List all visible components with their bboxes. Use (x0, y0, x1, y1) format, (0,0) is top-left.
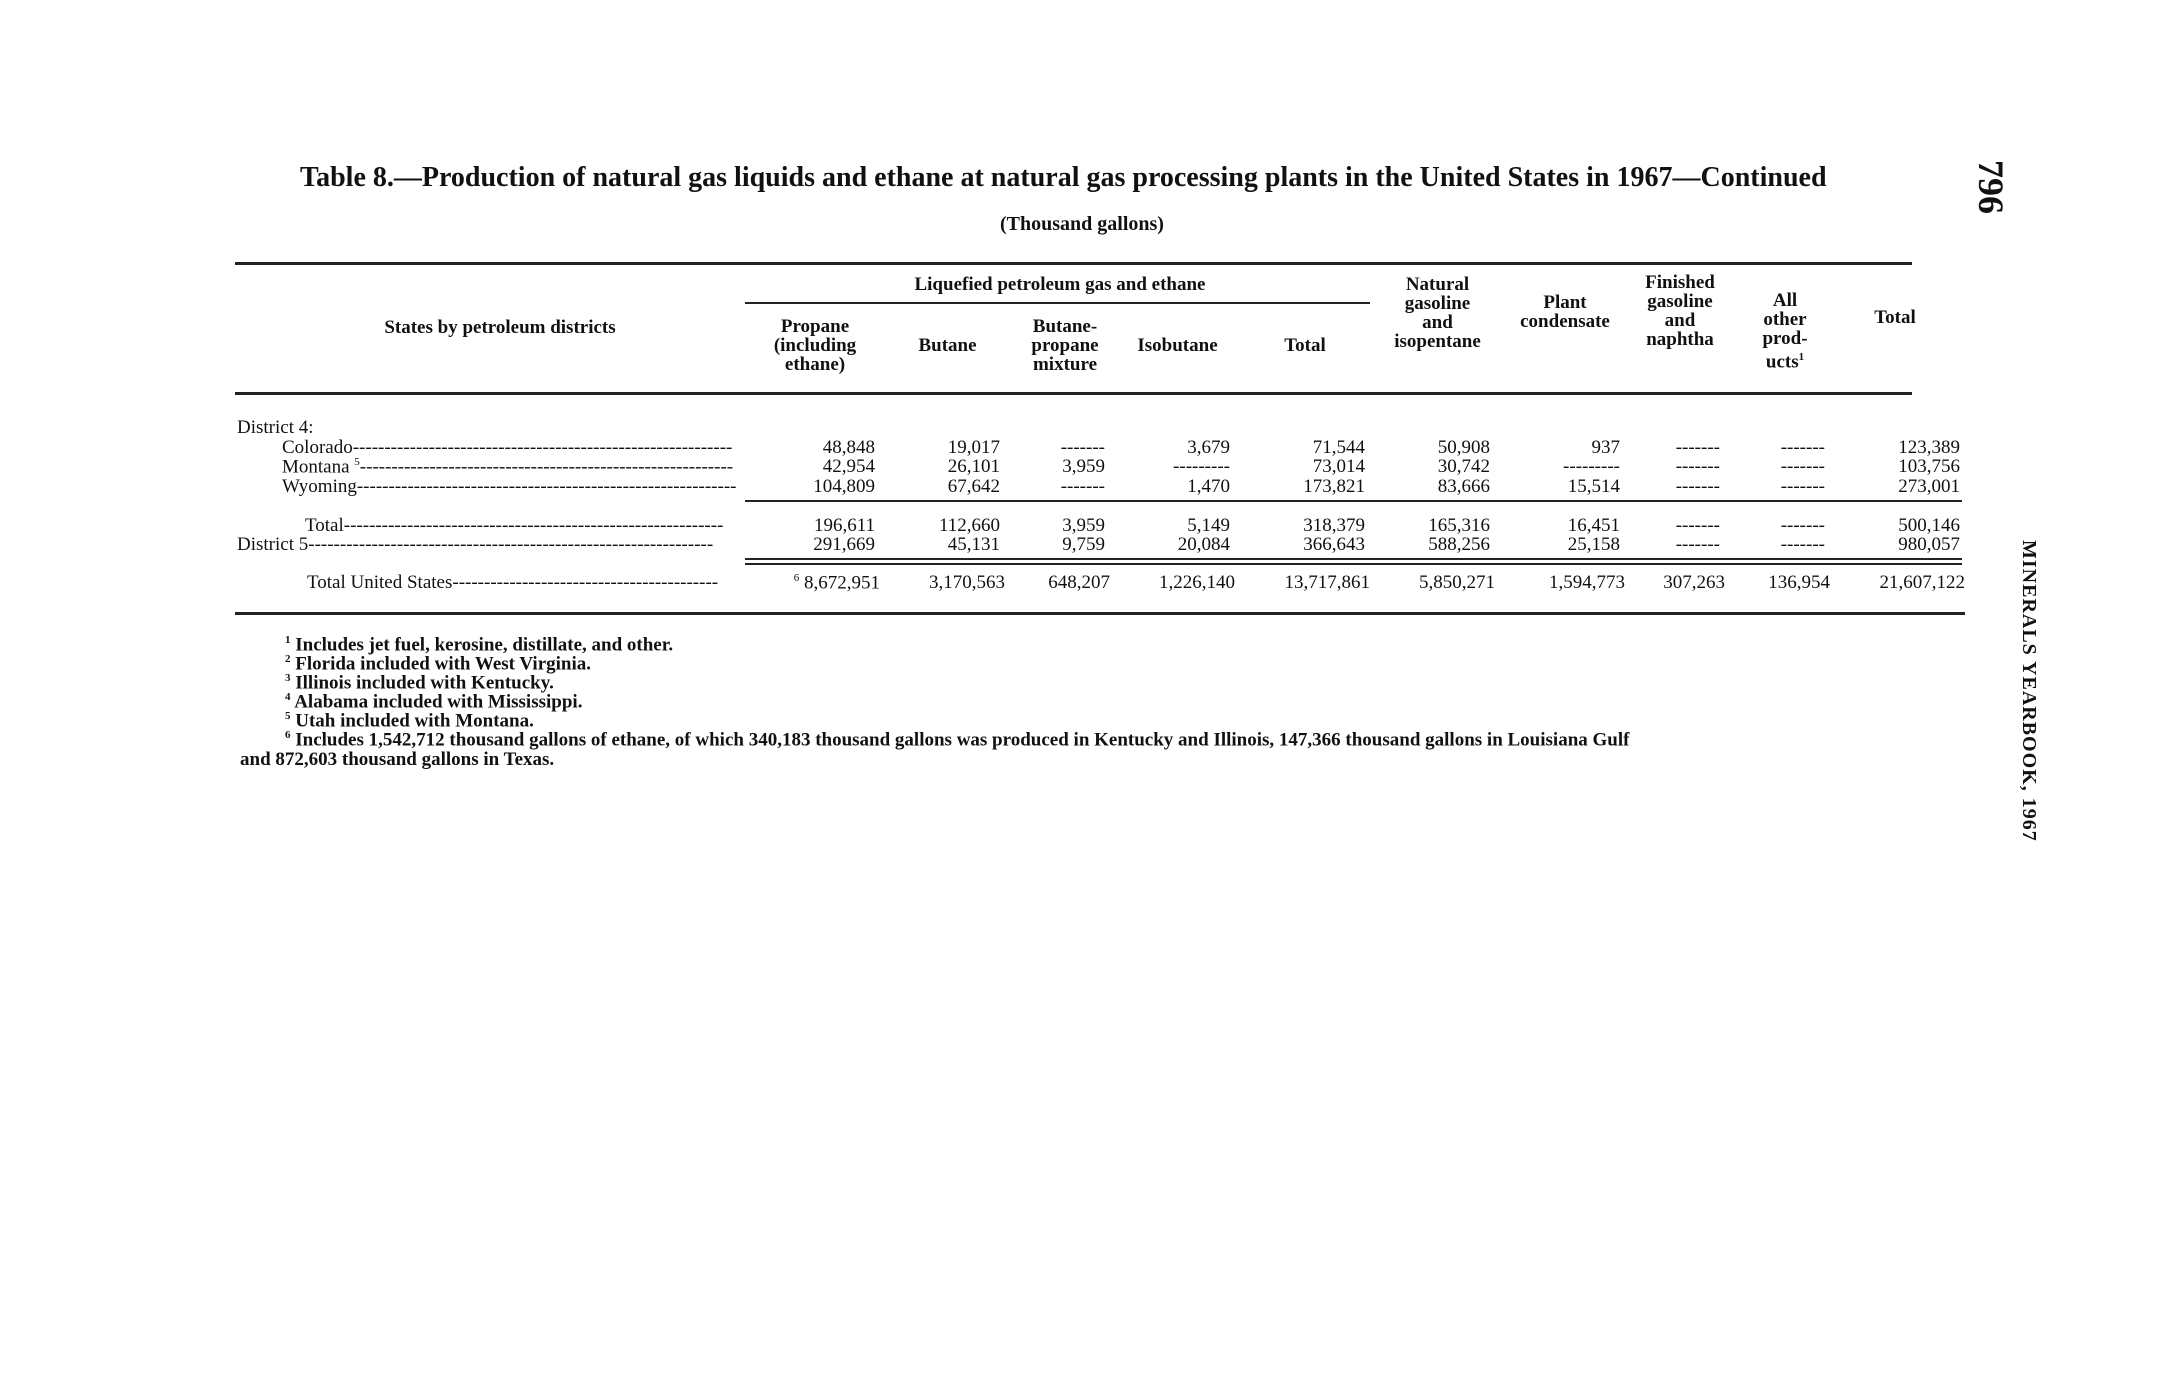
cell-wyoming-total: 273,001 (1898, 476, 1960, 497)
cell-district5-butane-propane: 9,759 (1062, 534, 1105, 555)
cell-total-butane: 112,660 (938, 515, 1000, 536)
cell-us-finished-gasoline: 307,263 (1663, 572, 1725, 593)
row-label-text: Colorado (282, 437, 353, 458)
cell-district5-all-other: ------- (1780, 534, 1825, 555)
cell-montana-plant-condensate: --------- (1563, 456, 1620, 477)
cell-wyoming-natural-gasoline: 83,666 (1437, 476, 1490, 497)
stub-header: States by petroleum districts (384, 317, 616, 338)
cell-montana-lpg-total: 73,014 (1312, 456, 1365, 477)
cell-montana-natural-gasoline: 30,742 (1437, 456, 1490, 477)
cell-montana-butane-propane: 3,959 (1062, 456, 1105, 477)
row-label-montana: Montana $^5$----------------------------------------------------------- (282, 456, 734, 478)
cell-us-propane (755, 572, 880, 594)
footnote-text: Illinois included with Kentucky. (295, 672, 554, 694)
row-label-total-united-states: Total United States------------------------------------------ (307, 572, 719, 593)
section-label-district-4: District 4: (237, 417, 314, 438)
cell-us-plant-condensate: 1,594,773 (1549, 572, 1625, 593)
cell-wyoming-all-other: ------- (1780, 476, 1825, 497)
footnote-mark: 4 (285, 691, 291, 703)
footnote-text: Florida included with West Virginia. (295, 653, 592, 675)
cell-us-isobutane: 1,226,140 (1159, 572, 1235, 593)
cell-us-natural-gasoline: 5,850,271 (1419, 572, 1495, 593)
cell-colorado-plant-condensate: 937 (1591, 437, 1620, 458)
cell-total-lpg-total: 318,379 (1303, 515, 1365, 536)
cell-wyoming-plant-condensate: 15,514 (1567, 476, 1620, 497)
footnote-text: Utah included with Montana. (295, 710, 534, 732)
cell-us-propane-value: 8,672,951 (804, 572, 880, 594)
group-header: Liquefied petroleum gas and ethane (914, 274, 1206, 295)
top-rule (235, 262, 1912, 265)
col-header-butane-propane: Butane- propane mixture (1031, 316, 1099, 375)
row-label-text: Montana (282, 456, 350, 478)
cell-us-total: 21,607,122 (1879, 572, 1965, 593)
col-header-all-other-text: All other prod- ucts (1762, 290, 1808, 373)
cell-district5-butane: 45,131 (947, 534, 1000, 555)
cell-us-propane-marker: 6 (793, 572, 800, 584)
col-header-all-other (1735, 291, 1835, 371)
cell-district5-finished-gasoline: ------- (1675, 534, 1720, 555)
cell-district5-total: 980,057 (1898, 534, 1960, 555)
footnote-text: Includes jet fuel, kerosine, distillate, and other. (295, 634, 674, 656)
cell-colorado-butane-propane: ------- (1060, 437, 1105, 458)
cell-montana-butane: 26,101 (947, 456, 1000, 477)
cell-total-propane: 196,611 (813, 515, 875, 536)
group-underline (745, 302, 1370, 304)
footnote-6 (285, 729, 1629, 751)
row-label-text: District 5 (237, 534, 309, 555)
cell-us-butane: 3,170,563 (929, 572, 1005, 593)
cell-total-isobutane: 5,149 (1187, 515, 1230, 536)
row-label-text: Total (305, 515, 344, 536)
footnote-mark: 1 (285, 634, 291, 646)
col-header-plant-condensate: Plant condensate (1520, 292, 1610, 332)
header-bottom-rule (235, 392, 1912, 395)
cell-wyoming-finished-gasoline: ------- (1675, 476, 1720, 497)
row-label-total: Total------------------------------------------------------------ (305, 515, 724, 536)
col-header-finished-gasoline: Finished gasoline and naphtha (1645, 272, 1715, 350)
cell-total-natural-gasoline: 165,316 (1428, 515, 1490, 536)
subtotal-rule (745, 500, 1962, 502)
cell-total-plant-condensate: 16,451 (1567, 515, 1620, 536)
table-bottom-rule (235, 612, 1965, 615)
footnote-mark: 5 (285, 710, 291, 722)
footnote-mark: 2 (285, 653, 291, 665)
cell-district5-natural-gasoline: 588,256 (1428, 534, 1490, 555)
cell-wyoming-butane: 67,642 (947, 476, 1000, 497)
cell-total-butane-propane: 3,959 (1062, 515, 1105, 536)
running-head: MINERALS YEARBOOK, 1967 (2018, 540, 2040, 842)
cell-us-all-other: 136,954 (1768, 572, 1830, 593)
col-header-total: Total (1874, 307, 1916, 328)
col-header-butane: Butane (918, 335, 977, 356)
cell-total-finished-gasoline: ------- (1675, 515, 1720, 536)
cell-montana-finished-gasoline: ------- (1675, 456, 1720, 477)
cell-district5-propane: 291,669 (813, 534, 875, 555)
cell-wyoming-isobutane: 1,470 (1187, 476, 1230, 497)
cell-colorado-natural-gasoline: 50,908 (1437, 437, 1490, 458)
row-label-district-5: District 5---------------------------------------------------------------- (237, 534, 714, 555)
col-header-all-other-marker: 1 (1798, 351, 1805, 363)
cell-colorado-all-other: ------- (1780, 437, 1825, 458)
cell-district5-isobutane: 20,084 (1177, 534, 1230, 555)
footnote-mark: 3 (285, 672, 291, 684)
table-title: Table 8.—Production of natural gas liquids and ethane at natural gas processing plants in the United States in 1967—Continued (300, 162, 1827, 193)
cell-wyoming-propane: 104,809 (813, 476, 875, 497)
cell-montana-propane: 42,954 (822, 456, 875, 477)
cell-district5-lpg-total: 366,643 (1303, 534, 1365, 555)
cell-colorado-butane: 19,017 (947, 437, 1000, 458)
page-number: 796 (1971, 160, 2011, 214)
cell-colorado-finished-gasoline: ------- (1675, 437, 1720, 458)
row-label-wyoming: Wyoming------------------------------------------------------------ (282, 476, 737, 497)
footnote-mark: 6 (285, 729, 291, 741)
col-header-isobutane: Isobutane (1137, 335, 1218, 356)
cell-wyoming-butane-propane: ------- (1060, 476, 1105, 497)
grand-total-rule-2 (745, 563, 1962, 565)
footnote-text: Includes 1,542,712 thousand gallons of ethane, of which 340,183 thousand gallons was produced in Kentucky and Illinois, 147,366 thousand gallons in Louisiana Gulf (295, 729, 1630, 751)
cell-us-lpg-total: 13,717,861 (1284, 572, 1370, 593)
cell-montana-all-other: ------- (1780, 456, 1825, 477)
cell-colorado-total: 123,389 (1898, 437, 1960, 458)
col-header-lpg-total: Total (1284, 335, 1326, 356)
cell-total-total: 500,146 (1898, 515, 1960, 536)
table-unit: (Thousand gallons) (1000, 213, 1164, 235)
cell-colorado-isobutane: 3,679 (1187, 437, 1230, 458)
row-label-text: Wyoming (282, 476, 357, 497)
cell-colorado-propane: 48,848 (822, 437, 875, 458)
row-label-marker: 5 (354, 456, 360, 468)
cell-wyoming-lpg-total: 173,821 (1303, 476, 1365, 497)
col-header-natural-gasoline: Natural gasoline and isopentane (1394, 274, 1481, 352)
col-header-propane: Propane (including ethane) (773, 316, 857, 375)
footnote-6-continued: and 872,603 thousand gallons in Texas. (240, 749, 555, 770)
grand-total-rule-1 (745, 558, 1962, 560)
row-label-colorado: Colorado------------------------------------------------------------ (282, 437, 733, 458)
cell-montana-isobutane: --------- (1173, 456, 1230, 477)
row-label-text: Total United States (307, 572, 453, 593)
cell-district5-plant-condensate: 25,158 (1567, 534, 1620, 555)
cell-colorado-lpg-total: 71,544 (1312, 437, 1365, 458)
cell-montana-total: 103,756 (1898, 456, 1960, 477)
cell-us-butane-propane: 648,207 (1048, 572, 1110, 593)
cell-total-all-other: ------- (1780, 515, 1825, 536)
footnote-text: Alabama included with Mississippi. (294, 691, 583, 713)
